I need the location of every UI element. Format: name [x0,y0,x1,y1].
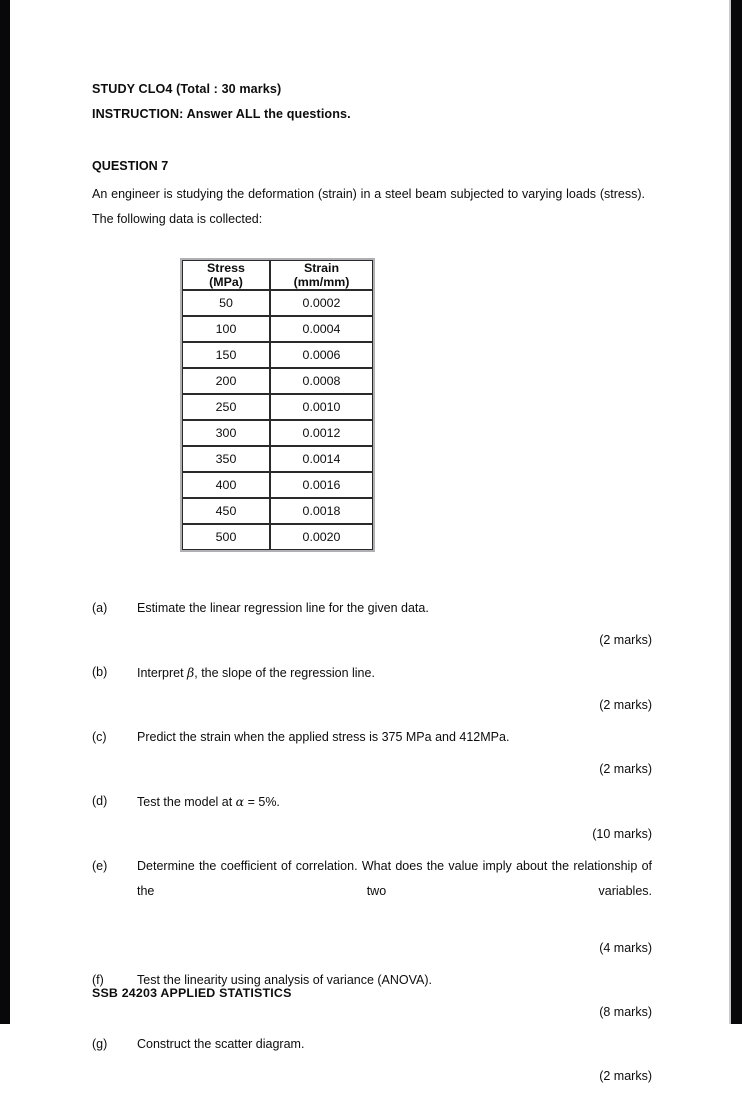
item-marks: (4 marks) [599,941,652,955]
cell-strain: 0.0002 [270,290,373,316]
cell-stress: 50 [182,290,270,316]
item-marks: (2 marks) [599,633,652,647]
cell-stress: 100 [182,316,270,342]
question-item-c [92,725,652,750]
item-text-after: , the slope of the regression line. [194,666,375,680]
item-marks: (10 marks) [592,827,652,841]
cell-stress: 200 [182,368,270,394]
study-header: STUDY CLO4 (Total : 30 marks) [92,82,282,96]
question-item-e [92,854,652,929]
item-marks: (8 marks) [599,1005,652,1019]
item-text-before: Interpret [137,666,188,680]
item-text-after: = 5%. [244,795,280,809]
item-text: Construct the scatter diagram. [137,1037,305,1051]
instruction-line: INSTRUCTION: Answer ALL the questions. [92,107,351,121]
cell-stress: 500 [182,524,270,550]
item-letter: (d) [92,794,108,808]
item-letter: (g) [92,1037,108,1051]
item-text: Determine the coefficient of correlation. What does the value imply about the relationship of the two variables. [137,859,652,898]
scan-edge-left [0,0,10,1024]
question-intro: An engineer is studying the deformation (strain) in a steel beam subjected to varying loads (stress). The following data is collected: [92,187,645,226]
question-title: QUESTION 7 [92,159,169,173]
table-row [182,420,373,446]
item-text: Predict the strain when the applied stress is 375 MPa and 412MPa. [137,730,510,744]
table-header-row [182,260,373,290]
cell-stress: 400 [182,472,270,498]
item-letter: (b) [92,665,108,679]
question-item-d [92,789,652,815]
item-letter: (a) [92,601,108,615]
cell-strain: 0.0016 [270,472,373,498]
page-footer: SSB 24203 APPLIED STATISTICS [92,986,292,1000]
cell-stress: 300 [182,420,270,446]
item-text [137,789,652,815]
question-items [92,552,652,1096]
alpha-symbol: α [235,794,245,809]
table-row [182,316,373,342]
table-row [182,446,373,472]
table-row [182,394,373,420]
page-content [92,78,652,1096]
item-letter: (e) [92,859,108,873]
question-item-b [92,660,652,686]
cell-strain: 0.0004 [270,316,373,342]
item-text [137,660,652,686]
table-row [182,290,373,316]
stress-strain-table [180,258,375,552]
data-table-wrapper [92,232,652,552]
cell-stress: 150 [182,342,270,368]
item-text: Test the linearity using analysis of variance (ANOVA). [137,973,433,987]
cell-stress: 350 [182,446,270,472]
scan-edge-right [731,0,742,1024]
table-row [182,368,373,394]
cell-strain: 0.0020 [270,524,373,550]
cell-strain: 0.0014 [270,446,373,472]
item-letter: (f) [92,973,104,987]
item-text-before: Test the model at [137,795,236,809]
table-row [182,524,373,550]
cell-strain: 0.0008 [270,368,373,394]
item-marks: (2 marks) [599,1069,652,1083]
item-text: Estimate the linear regression line for the given data. [137,601,429,615]
question-item-a [92,596,652,621]
cell-stress: 250 [182,394,270,420]
cell-stress: 450 [182,498,270,524]
cell-strain: 0.0006 [270,342,373,368]
item-letter: (c) [92,730,107,744]
item-marks: (2 marks) [599,762,652,776]
table-row [182,342,373,368]
column-header-strain: Strain (mm/mm) [270,260,373,290]
table-row [182,498,373,524]
cell-strain: 0.0018 [270,498,373,524]
column-header-stress: Stress (MPa) [182,260,270,290]
table-row [182,472,373,498]
item-marks: (2 marks) [599,698,652,712]
cell-strain: 0.0010 [270,394,373,420]
question-item-g [92,1032,652,1057]
beta-symbol: β [187,665,195,680]
cell-strain: 0.0012 [270,420,373,446]
